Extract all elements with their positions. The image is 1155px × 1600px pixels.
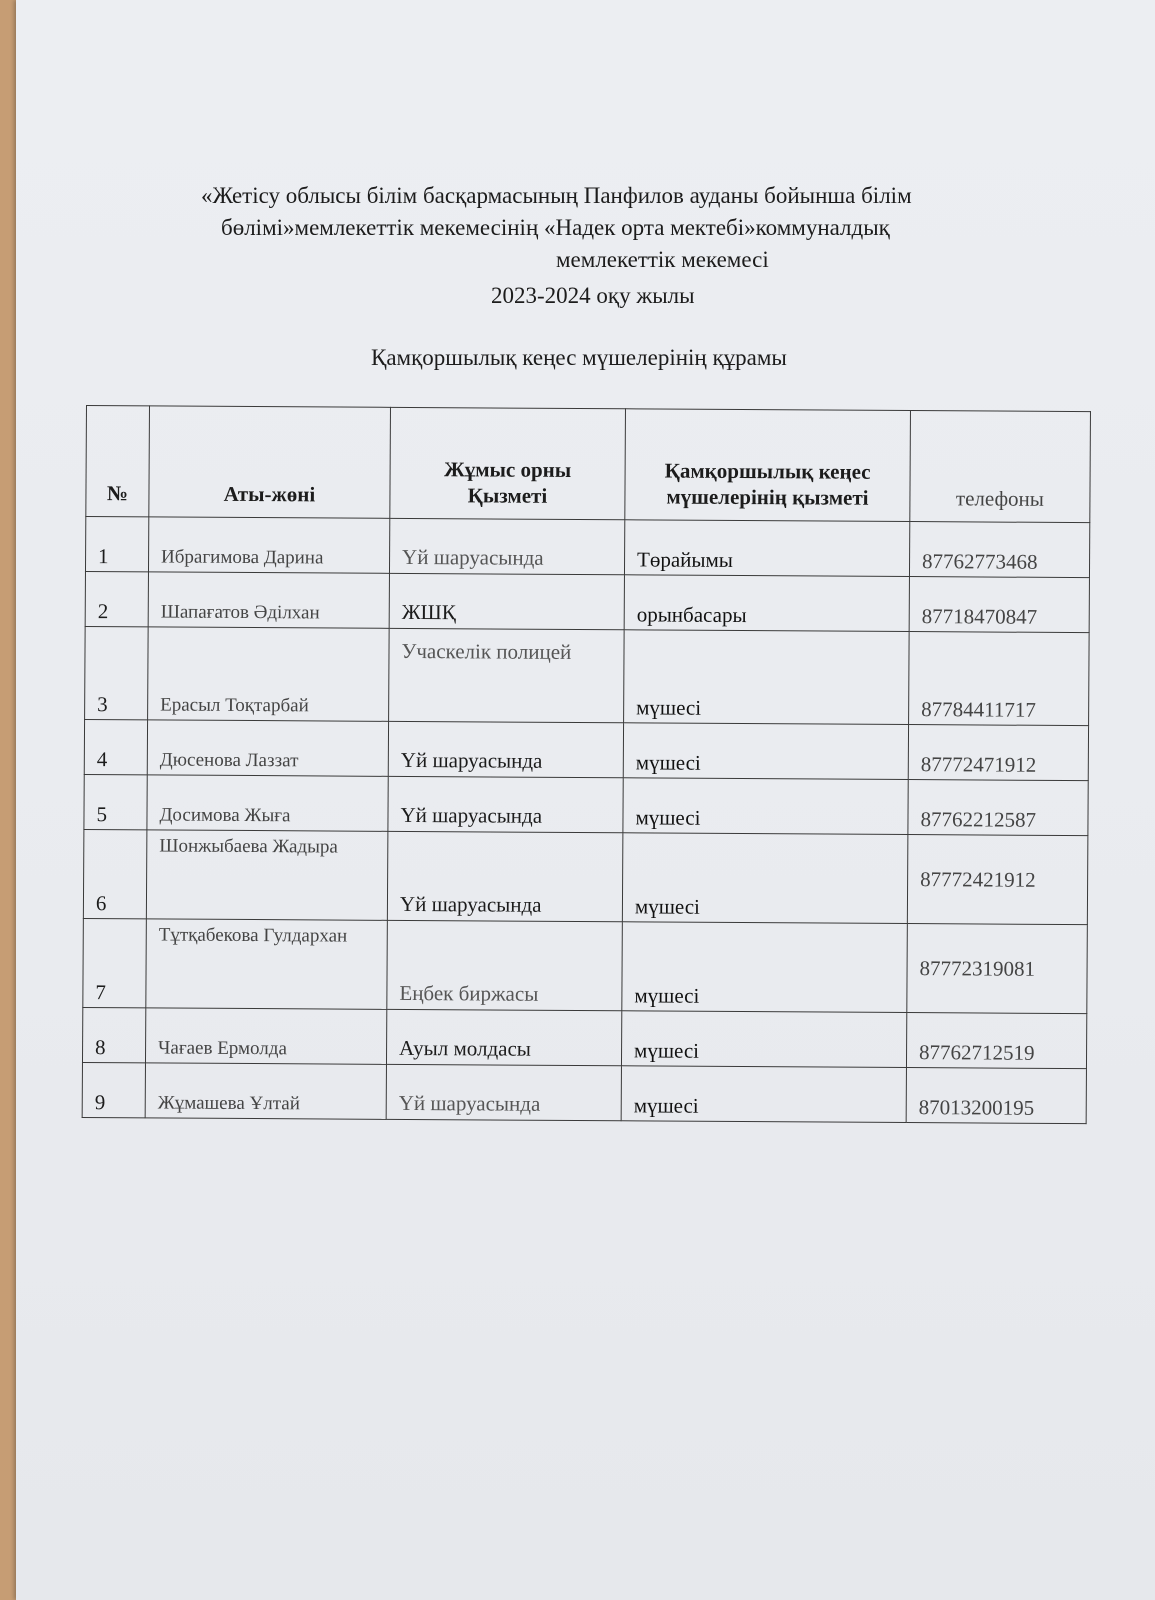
row-work: Үй шаруасында <box>389 518 624 574</box>
row-role: мүшесі <box>623 778 908 835</box>
row-num: 4 <box>84 719 147 774</box>
row-num: 5 <box>84 774 147 829</box>
table-row <box>85 571 1089 632</box>
row-name: Шапағатов Әділхан <box>148 572 389 628</box>
table-row <box>84 719 1088 780</box>
row-name: Шонжыбаева Жадыра <box>146 830 388 920</box>
row-num: 6 <box>83 829 147 918</box>
academic-year: 2023-2024 оқу жылы <box>491 283 695 308</box>
col-header-name: Аты-жөні <box>149 406 391 518</box>
row-phone: 87784411717 <box>909 632 1090 726</box>
col-header-role <box>625 409 911 522</box>
row-role: мүшесі <box>624 630 910 725</box>
row-num: 1 <box>85 517 148 572</box>
members-table <box>82 405 1091 1124</box>
document-page <box>16 0 1155 1600</box>
header-line-1: «Жетісу облысы білім басқармасының Панфилов ауданы бойынша білім <box>201 183 912 208</box>
row-work: ЖШҚ <box>389 573 624 629</box>
row-phone: 87762773468 <box>909 522 1089 578</box>
row-role: мүшесі <box>621 1011 906 1068</box>
row-phone: 87772421912 <box>907 835 1088 925</box>
row-num: 8 <box>82 1007 145 1062</box>
row-phone: 87772319081 <box>907 924 1088 1014</box>
row-role: мүшесі <box>623 723 908 780</box>
document-subtitle: Қамқоршылық кеңес мүшелерінің құрамы <box>371 345 787 370</box>
row-work: Учаскелік полицей <box>389 628 625 722</box>
table-row <box>85 517 1089 578</box>
table-row <box>84 774 1088 835</box>
table-row <box>83 918 1088 1013</box>
row-phone: 87013200195 <box>906 1068 1086 1124</box>
row-name: Тұтқабекова Гулдархан <box>146 919 388 1009</box>
col-header-phone: телефоны <box>910 411 1091 523</box>
row-num: 2 <box>85 571 148 626</box>
table-row <box>82 1062 1086 1123</box>
row-work: Үй шаруасында <box>387 831 623 921</box>
row-role: мүшесі <box>622 833 908 924</box>
row-name: Дюсенова Лаззат <box>147 720 388 776</box>
col-header-num: № <box>86 406 150 517</box>
col-header-role-line1: Қамқоршылық кеңес <box>664 458 871 484</box>
row-num: 3 <box>85 626 149 719</box>
row-role: Төрайымы <box>624 520 909 577</box>
col-header-work-line2: Қызметі <box>467 483 548 508</box>
row-role: мүшесі <box>622 922 908 1013</box>
row-role: орынбасары <box>624 575 909 632</box>
table-row <box>83 829 1088 924</box>
row-work: Еңбек биржасы <box>387 920 623 1010</box>
row-work: Үй шаруасында <box>386 1064 621 1120</box>
row-phone: 87762712519 <box>906 1013 1086 1069</box>
row-name: Досимова Жыға <box>147 775 388 831</box>
header-line-3: мемлекеттік мекемесі <box>556 247 769 272</box>
col-header-role-line2: мүшелерінің қызметі <box>666 484 869 510</box>
table-header-row <box>86 406 1091 523</box>
row-num: 9 <box>82 1062 145 1117</box>
row-work: Ауыл молдасы <box>386 1009 621 1065</box>
row-phone: 87772471912 <box>908 725 1088 781</box>
col-header-work-line1: Жұмыс орны <box>443 457 572 482</box>
row-role: мүшесі <box>621 1066 906 1123</box>
table-row <box>85 626 1090 725</box>
row-name: Жұмашева Ұлтай <box>145 1063 386 1119</box>
row-name: Ерасыл Тоқтарбай <box>148 627 390 721</box>
row-name: Чағаев Ермолда <box>145 1008 386 1064</box>
row-num: 7 <box>83 918 147 1007</box>
col-header-work <box>390 407 626 519</box>
row-phone: 87718470847 <box>909 577 1089 633</box>
table-row <box>82 1007 1086 1068</box>
row-work: Үй шаруасында <box>388 721 623 777</box>
row-phone: 87762212587 <box>908 780 1088 836</box>
header-line-2: бөлімі»мемлекеттік мекемесінің «Надек орта мектебі»коммуналдық <box>221 215 890 240</box>
row-work: Үй шаруасында <box>388 776 623 832</box>
row-name: Ибрагимова Дарина <box>148 517 389 573</box>
